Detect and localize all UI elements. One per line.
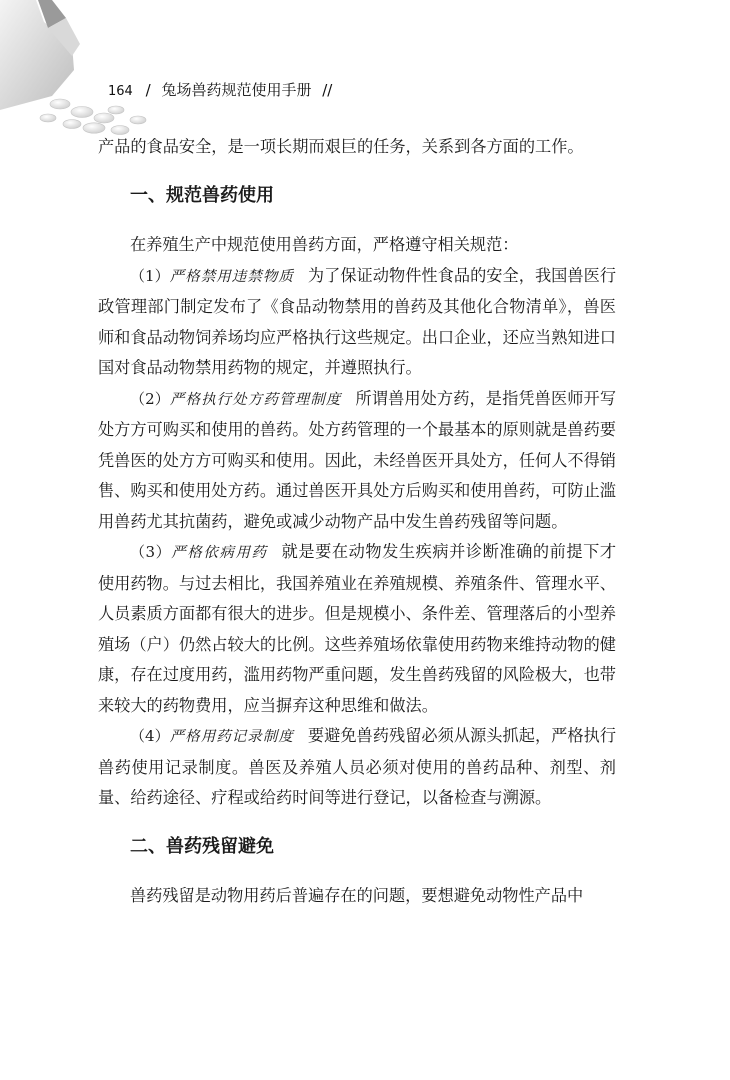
- section-heading-2: 二、兽药残留避免: [130, 835, 274, 857]
- section1-lead-paragraph: 在养殖生产中规范使用兽药方面，严格遵守相关规范：: [130, 235, 519, 254]
- list-item: [98, 261, 616, 384]
- running-header: [108, 79, 332, 100]
- item-number: （2）: [130, 389, 170, 408]
- item-title: 严格依病用药: [171, 545, 268, 561]
- item-number: （3）: [130, 543, 172, 561]
- item-number: （1）: [130, 266, 170, 285]
- header-decoration-illustration: [0, 0, 170, 140]
- item-text: 所谓兽用处方药，是指凭兽医师开写处方方可购买和使用的兽药。处方药管理的一个最基本的原则就是兽药要凭兽医的处方方可购买和使用。因此，未经兽医开具处方，任何人不得销售、购买和使用处方药。通过兽医开具处方后购买和使用兽药，可防止滥用兽药尤其抗菌药，避免或减少动物产品中发生兽药残留等问题。: [98, 388, 617, 531]
- medicine-bottle-icon: [0, 0, 80, 110]
- section-heading-1: 一、规范兽药使用: [130, 184, 274, 206]
- item-title: 严格禁用违禁物质: [169, 268, 294, 285]
- page-body: [98, 132, 616, 912]
- item-text: 要避免兽药残留必须从源头抓起，严格执行兽药使用记录制度。兽医及养殖人员必须对使用的兽药品种、剂型、剂量、给药途径、疗程或给药时间等进行登记，以备检查与溯源。: [98, 726, 617, 807]
- header-separator: /: [145, 81, 151, 99]
- section2-paragraph: 兽药残留是动物用药后普遍存在的问题，要想避免动物性产品中: [130, 886, 584, 905]
- list-item: [98, 537, 616, 721]
- header-trail-mark: //: [322, 81, 333, 99]
- list-item: [98, 384, 616, 538]
- item-title: 严格执行处方药管理制度: [169, 391, 342, 408]
- item-text: 就是要在动物发生疾病并诊断准确的前提下才使用药物。与过去相比，我国养殖业在养殖规模、养殖条件、管理水平、人员素质方面都有很大的进步。但是规模小、条件差、管理落后的小型养殖场（户）仍然占较大的比例。这些养殖场依靠使用药物来维持动物的健康，存在过度用药，滥用药物严重问题，发生兽药残留的风险极大，也带来较大的药物费用，应当摒弃这种思维和做法。: [98, 542, 617, 715]
- pills-icon: [40, 99, 146, 135]
- list-item: [98, 721, 616, 814]
- item-text: 为了保证动物件性食品的安全，我国兽医行政管理部门制定发布了《食品动物禁用的兽药及其他化合物清单》，兽医师和食品动物饲养场均应严格执行这些规定。出口企业，还应当熟知进口国对食品动物禁用药物的规定，并遵照执行。: [98, 265, 617, 377]
- item-title: 严格用药记录制度: [169, 729, 294, 745]
- intro-paragraph: 产品的食品安全，是一项长期而艰巨的任务，关系到各方面的工作。: [98, 137, 584, 156]
- book-title: 兔场兽药规范使用手册: [161, 81, 312, 99]
- page-number: 164: [108, 84, 133, 99]
- item-number: （4）: [130, 727, 170, 745]
